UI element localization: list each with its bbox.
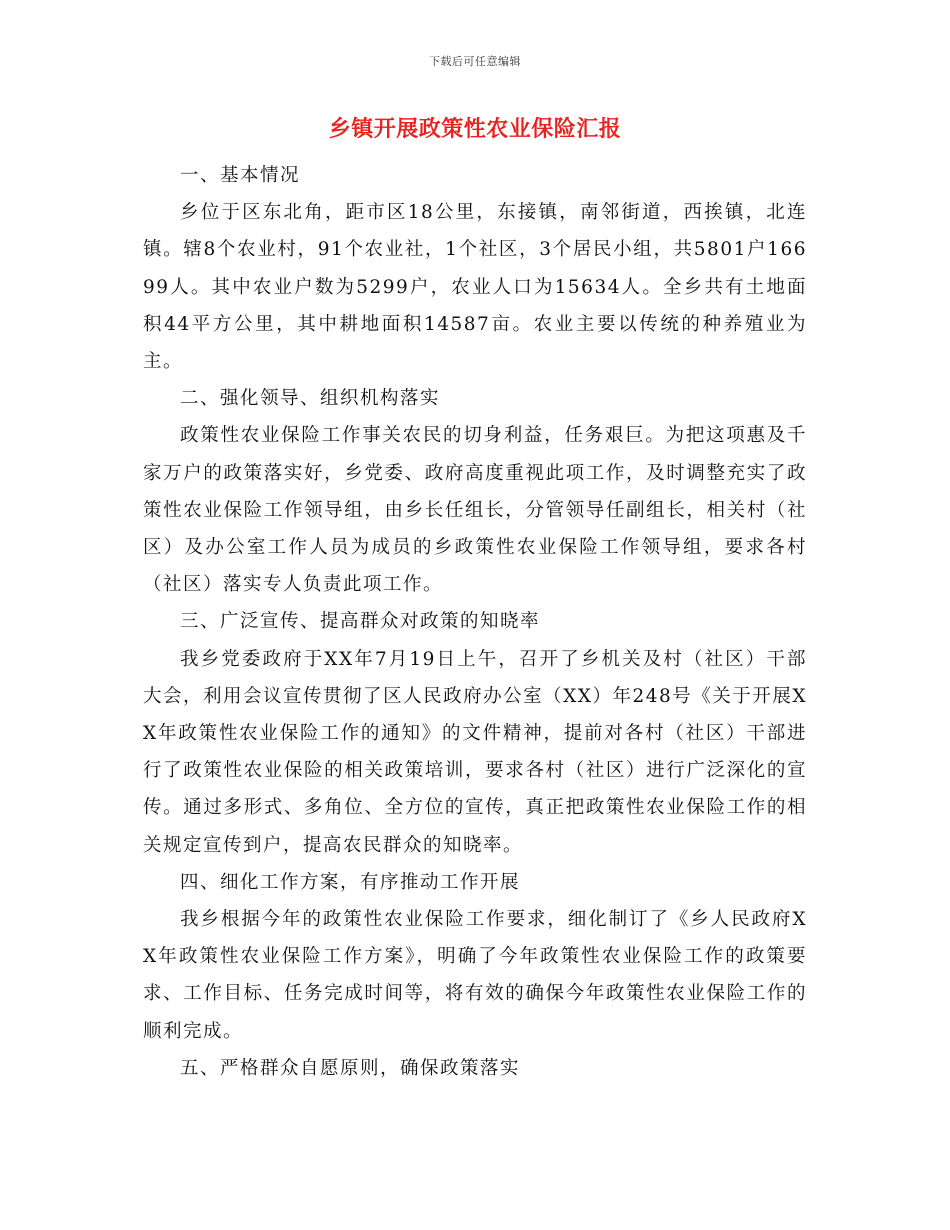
section-heading-5: 五、严格群众自愿原则，确保政策落实 [180,1057,521,1079]
section-heading-4: 四、细化工作方案，有序推动工作开展 [180,871,521,893]
section-paragraph-1: 乡位于区东北角，距市区18公里，东接镇，南邻街道，西挨镇，北连镇。辖8个农业村，91个农业社，1个社区，3个居民小组，共5801户16699人。其中农业户数为5299户，农业人口为15634人。全乡共有土地面积44平方公里，其中耕地面积14587亩。农业主要以传统的种养殖业为主。 [143,202,807,373]
section-heading-2: 二、强化领导、组织机构落实 [180,388,441,410]
section-heading-3: 三、广泛宣传、提高群众对政策的知晓率 [180,611,541,633]
section-paragraph-3: 我乡党委政府于XX年7月19日上午，召开了乡机关及村（社区）干部大会，利用会议宣传贯彻了区人民政府办公室（XX）年248号《关于开展XX年政策性农业保险工作的通知》的文件精神，提前对各村（社区）干部进行了政策性农业保险的相关政策培训，要求各村（社区）进行广泛深化的宣传。通过多形式、多角位、全方位的宣传，真正把政策性农业保险工作的相关规定宣传到户，提高农民群众的知晓率。 [143,648,807,856]
header-note: 下载后可任意编辑 [429,55,521,68]
section-paragraph-2: 政策性农业保险工作事关农民的切身利益，任务艰巨。为把这项惠及千家万户的政策落实好，乡党委、政府高度重视此项工作，及时调整充实了政策性农业保险工作领导组，由乡长任组长，分管领导任副组长，相关村（社区）及办公室工作人员为成员的乡政策性农业保险工作领导组，要求各村（社区）落实专人负责此项工作。 [143,425,807,596]
section-paragraph-4: 我乡根据今年的政策性农业保险工作要求，细化制订了《乡人民政府XX年政策性农业保险工作方案》，明确了今年政策性农业保险工作的政策要求、工作目标、任务完成时间等，将有效的确保今年政策性农业保险工作的顺利完成。 [143,909,807,1042]
document-title: 乡镇开展政策性农业保险汇报 [328,116,622,142]
document-body [143,157,807,1087]
section-heading-1: 一、基本情况 [180,165,301,186]
